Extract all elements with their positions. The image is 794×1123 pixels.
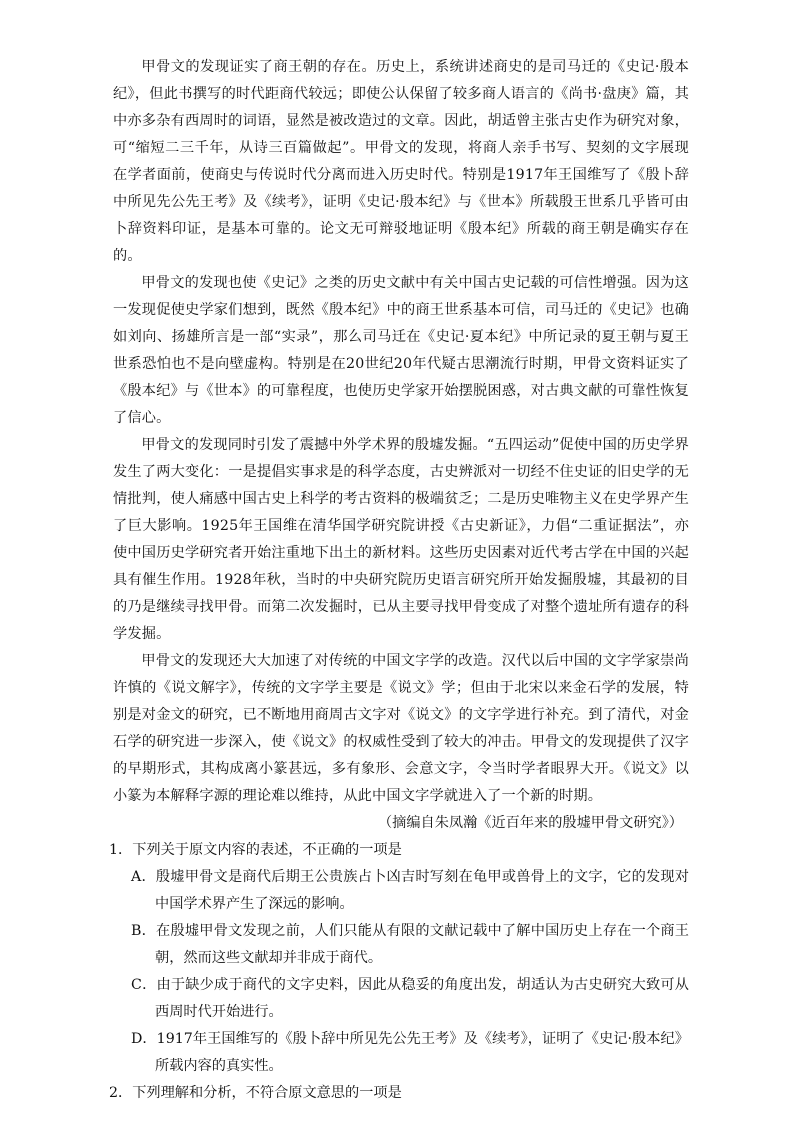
question-1-stem: 1．下列关于原文内容的表述，不正确的一项是 (109, 842, 402, 858)
passage-paragraph-1: 甲骨文的发现证实了商王朝的存在。历史上，系统讲述商史的是司马迁的《史记·殷本纪》，但此书撰写的时代距商代较远；即使公认保留了较多商人语言的《尚书·盘庚》篇，其中亦多杂有西周时的词语，显然是被改造过的文章。因此，胡适曾主张古史作为研究对象，可“缩短二三千年，从诗三百篇做起”。甲骨文的发现，将商人亲手书写、契刻的文字展现在学者面前，使商史与传说时代分离而进入历史时代。特别是1917年王国维写了《殷卜辞中所见先公先王考》及《续考》，证明《史记·殷本纪》与《世本》所载殷王世系几乎皆可由卜辞资料印证，是基本可靠的。论文无可辩驳地证明《殷本纪》所载的商王朝是确实存在的。 (113, 59, 689, 264)
question-1-option-b: B．在殷墟甲骨文发现之前，人们只能从有限的文献记载中了解中国历史上存在一个商王朝，然而这些文献却并非成于商代。 (131, 923, 689, 966)
question-1-option-c: C．由于缺少成于商代的文字史料，因此从稳妥的角度出发，胡适认为古史研究大致可从西周时代开始进行。 (131, 977, 689, 1020)
question-1-option-d: D．1917年王国维写的《殷卜辞中所见先公先王考》及《续考》，证明了《史记·殷本纪》所载内容的真实性。 (131, 1031, 689, 1074)
passage-paragraph-2: 甲骨文的发现也使《史记》之类的历史文献中有关中国古史记载的可信性增强。因为这一发现促使史学家们想到，既然《殷本纪》中的商王世系基本可信，司马迁的《史记》也确如刘向、扬雄所言是一部“实录”，那么司马迁在《史记·夏本纪》中所记录的夏王朝与夏王世系恐怕也不是向壁虚构。特别是在20世纪20年代疑古思潮流行时期，甲骨文资料证实了《殷本纪》与《世本》的可靠程度，也使历史学家开始摆脱困惑，对古典文献的可靠性恢复了信心。 (113, 275, 689, 426)
reading-passage (113, 54, 689, 837)
passage-paragraph-4: 甲骨文的发现还大大加速了对传统的中国文字学的改造。汉代以后中国的文字学家崇尚许慎的《说文解字》，传统的文字学主要是《说文》学；但由于北宋以来金石学的发展，特别是对金文的研究，已不断地用商周古文字对《说文》的文字学进行补充。到了清代，对金石学的研究进一步深入，使《说文》的权威性受到了较大的冲击。甲骨文的发现提供了汉字的早期形式，其构成离小篆甚远，多有象形、会意文字，令当时学者眼界大开。《说文》以小篆为本解释字源的理论难以维持，从此中国文字学就进入了一个新的时期。 (113, 653, 689, 804)
page-content (109, 54, 689, 1107)
passage-source: （摘编自朱凤瀚《近百年来的殷墟甲骨文研究》） (377, 815, 683, 831)
question-2 (109, 1080, 689, 1107)
question-2-stem: 2．下列理解和分析，不符合原文意思的一项是 (109, 1085, 402, 1101)
question-1 (109, 837, 689, 1080)
passage-paragraph-3: 甲骨文的发现同时引发了震撼中外学术界的殷墟发掘。“五四运动”促使中国的历史学界发生了两大变化：一是提倡实事求是的科学态度，古史辨派对一切经不住史证的旧史学的无情批判，使人痛感中国古史上科学的考古资料的极端贫乏；二是历史唯物主义在史学界产生了巨大影响。1925年王国维在清华国学研究院讲授《古史新证》，力倡“二重证据法”，亦使中国历史学研究者开始注重地下出土的新材料。这些历史因素对近代考古学在中国的兴起具有催生作用。1928年秋，当时的中央研究院历史语言研究所开始发掘殷墟，其最初的目的乃是继续寻找甲骨。而第二次发掘时，已从主要寻找甲骨变成了对整个遗址所有遗存的科学发掘。 (113, 437, 689, 642)
question-1-option-a: A．殷墟甲骨文是商代后期王公贵族占卜凶吉时写刻在龟甲或兽骨上的文字，它的发现对中国学术界产生了深远的影响。 (131, 869, 689, 912)
